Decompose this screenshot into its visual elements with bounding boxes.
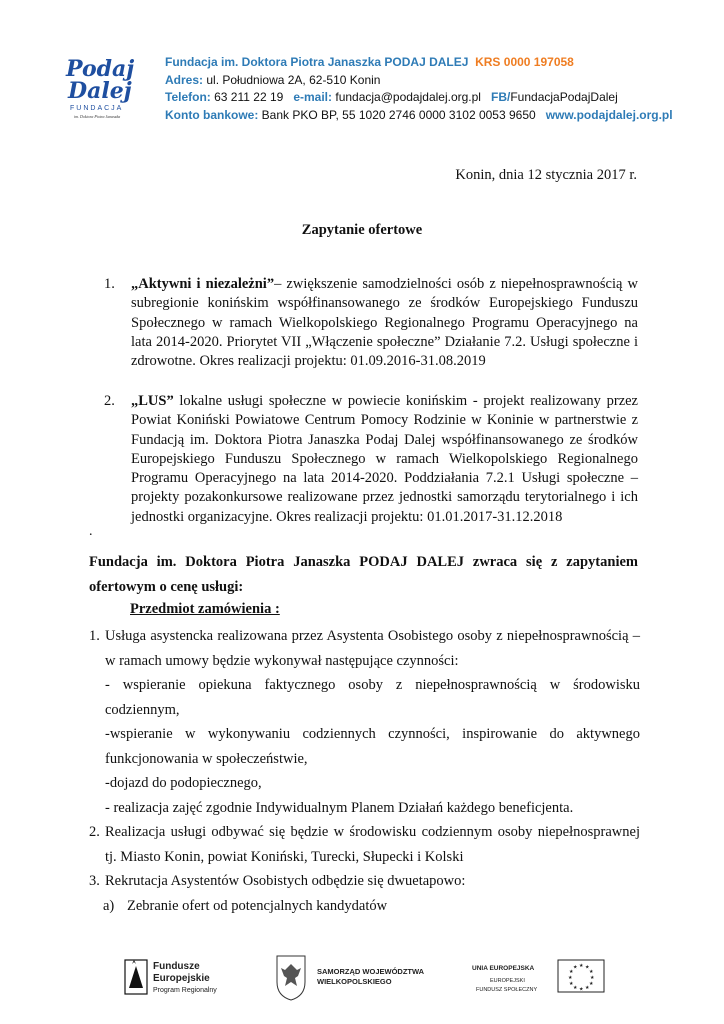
svg-text:★: ★	[568, 975, 573, 981]
logo-line1: Podaj	[66, 56, 135, 82]
address-label: Adres:	[165, 72, 204, 87]
phone-label: Telefon:	[165, 90, 211, 104]
item-number: 3.	[89, 873, 100, 889]
ue-line3: FUNDUSZ SPOŁECZNY	[476, 987, 538, 993]
svg-text:★: ★	[579, 963, 584, 969]
list-item	[89, 820, 640, 869]
phone-value: 63 211 22 19	[214, 90, 284, 104]
intro-paragraph: Fundacja im. Doktora Piotra Janaszka PODAJ DALEJ zwraca się z zapytaniem ofertowym o cenę usługi:	[89, 554, 638, 595]
letterhead-line2	[165, 72, 673, 90]
email-label: e-mail:	[293, 90, 333, 104]
project-item	[104, 275, 638, 371]
sw-line1: SAMORZĄD WOJEWÓDZTWA	[317, 967, 425, 976]
list-item	[89, 771, 640, 796]
samorzad-logo	[273, 952, 453, 1002]
svg-text:★: ★	[589, 981, 594, 987]
fundusze-europejskie-logo	[123, 952, 243, 1002]
foundation-logo	[56, 50, 136, 140]
svg-text:★: ★	[573, 964, 578, 971]
item-text: Rekrutacja Asystentów Osobistych odbędzie się dwuetapowo:	[105, 873, 466, 889]
svg-text:★: ★	[573, 985, 578, 991]
list-item	[89, 673, 640, 722]
letterhead-line3	[165, 89, 673, 107]
item-number: a)	[103, 897, 115, 914]
item-text: Zebranie ofert od potencjalnych kandydatów	[127, 897, 388, 914]
item-text: Realizacja usługi odbywać się będzie w środowisku codziennym osoby niepełnosprawnej tj. Miasto Konin, powiat Koniński, Turecki, Słupecki i Kolski	[105, 824, 640, 865]
org-name: Fundacja im. Doktora Piotra Janaszka PODAJ DALEJ	[165, 55, 469, 69]
project-description: lokalne usługi społeczne w powiecie konińskim - projekt realizowany przez Powiat Koniński Powiatowe Centrum Pomocy Rodzinie w Koninie w partnerstwie z Fundacją im. Doktora Piotra Janaszka Podaj Dalej współfinansowanego ze środków Europejskiego Funduszu Społecznego w ramach Wielkopolskiego Regionalnego Programu Operacyjnego na lata 2014-2020. Poddziałania 7.2.1 Usługi społeczne – projekty pozakonkursowe realizowane przez jednostki samorządu terytorialnego i ich jednostki organizacyjne. Okres realizacji projektu: 01.01.2017-31.12.2018	[131, 393, 638, 525]
fe-emblem-icon	[123, 952, 243, 1002]
project-number: 2.	[104, 393, 115, 409]
list-item	[89, 869, 640, 894]
fe-line2: Europejskie	[153, 973, 210, 984]
project-text	[131, 392, 638, 527]
item-number: 1.	[89, 628, 100, 644]
website-link[interactable]: www.podajdalej.org.pl	[545, 107, 673, 122]
list-item	[89, 796, 640, 821]
project-description: – zwiększenie samodzielności osób z niepełnosprawnością w subregionie konińskim współfinansowanego ze środków Europejskiego Funduszu Społecznego w ramach Wielkopolskiego Regionalnego Programu Operacyjnego na lata 2014-2020. Priorytet VII „Włączenie społeczne” Działanie 7.2. Usługi społeczne i zdrowotne. Okres realizacji projektu: 01.09.2016-31.08.2019	[131, 276, 638, 370]
ue-line2: EUROPEJSKI	[490, 978, 525, 984]
eagle-emblem-icon	[273, 952, 453, 1002]
project-name: „LUS”	[131, 393, 174, 409]
ue-line1: UNIA EUROPEJSKA	[472, 965, 535, 972]
project-name: „Aktywni i niezależni”	[131, 276, 275, 292]
sw-line2: WIELKOPOLSKIEGO	[317, 977, 392, 986]
fb-link[interactable]: FundacjaPodajDalej	[510, 90, 618, 104]
address-value: ul. Południowa 2A, 62-510 Konin	[206, 72, 381, 87]
bullet-text: -dojazd do podopiecznego,	[105, 775, 262, 791]
project-item	[104, 392, 638, 527]
order-items-list	[89, 624, 640, 918]
logo-sub2: im. Doktora Piotra Janaszka	[74, 114, 121, 119]
bullet-text: - wspieranie opiekuna faktycznego osoby z niepełnosprawnością w środowisku codziennym,	[105, 677, 640, 718]
item-number: 2.	[89, 824, 100, 840]
podaj-dalej-logo-icon	[56, 50, 136, 140]
letterhead-line4	[165, 107, 673, 125]
svg-text:★: ★	[569, 969, 574, 975]
logo-line2: Dalej	[68, 78, 132, 104]
eu-flag-icon	[468, 956, 608, 1002]
item-text: Usługa asystencka realizowana przez Asystenta Osobistego osoby z niepełnosprawnością – w ramach umowy będzie wykonywał następujące czynności:	[105, 628, 640, 669]
project-number: 1.	[104, 276, 115, 292]
account-value: Bank PKO BP, 55 1020 2746 0000 3102 0053 9650	[261, 107, 536, 122]
list-item	[89, 894, 640, 919]
svg-text:★: ★	[590, 975, 595, 981]
bullet-text: - realizacja zajęć zgodnie Indywidualnym Planem Działań każdego beneficjenta.	[105, 799, 574, 816]
krs-number: KRS 0000 197058	[475, 55, 574, 69]
stray-dot: .	[89, 524, 93, 539]
logo-sub: FUNDACJA	[70, 105, 124, 112]
fe-line3: Program Regionalny	[153, 987, 217, 994]
fb-label: FB/	[491, 90, 511, 104]
svg-text:★: ★	[585, 985, 590, 991]
svg-text:★: ★	[589, 969, 594, 975]
fe-line1: Fundusze	[153, 961, 200, 972]
footer-logos	[0, 950, 724, 1010]
svg-text:★: ★	[579, 986, 584, 993]
document-title: Zapytanie ofertowe	[301, 222, 423, 238]
date-line: Konin, dnia 12 stycznia 2017 r.	[455, 167, 637, 183]
svg-text:★: ★	[585, 964, 590, 971]
list-item	[89, 722, 640, 771]
letterhead	[165, 54, 673, 124]
email-link[interactable]: fundacja@podajdalej.org.pl	[335, 90, 481, 104]
eu-esf-logo	[468, 956, 608, 1002]
letterhead-line1	[165, 54, 673, 72]
bullet-text: -wspieranie w wykonywaniu codziennych czynności, inspirowanie do aktywnego funkcjonowania w społeczeństwie,	[105, 726, 640, 767]
account-label: Konto bankowe:	[165, 107, 259, 122]
svg-text:★: ★	[569, 981, 574, 987]
subject-heading: Przedmiot zamówienia :	[130, 601, 280, 617]
list-item	[89, 624, 640, 673]
project-text	[131, 275, 638, 371]
